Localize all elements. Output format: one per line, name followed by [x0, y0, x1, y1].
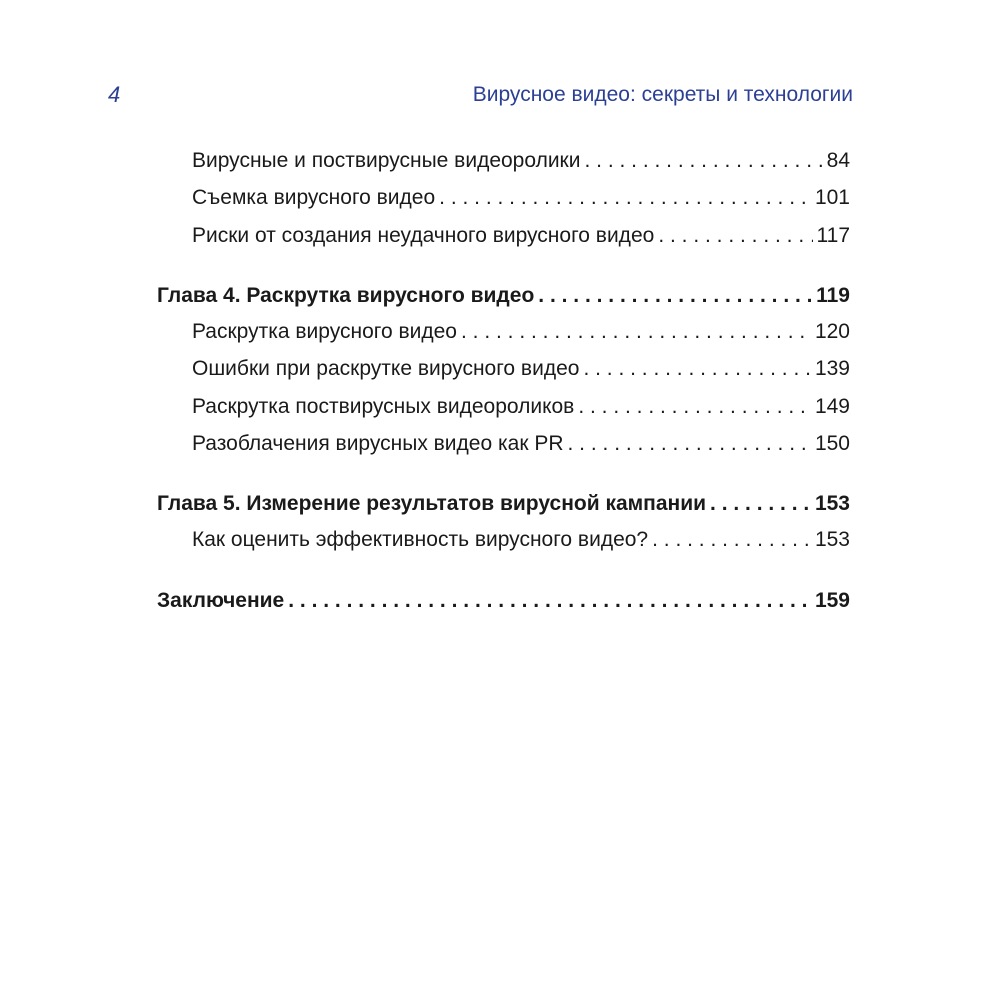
toc-entry-page: 149	[814, 395, 850, 418]
toc-entry[interactable]	[192, 144, 850, 178]
toc-entry-page: 120	[814, 320, 850, 343]
toc-entry[interactable]	[192, 523, 850, 557]
running-title: Вирусное видео: секреты и технологии	[472, 83, 853, 106]
toc-entry[interactable]	[192, 315, 850, 349]
toc-entry-title: Риски от создания неудачного вирусного видео	[192, 224, 655, 247]
toc-dot-leader	[658, 219, 812, 253]
toc-dot-leader	[583, 352, 811, 386]
toc-entry[interactable]	[192, 352, 850, 386]
toc-entry-page: 153	[814, 528, 850, 551]
toc-dot-leader	[568, 427, 811, 461]
toc-entry-title: Глава 5. Измерение результатов вирусной кампании	[157, 492, 707, 515]
toc-entry-title: Глава 4. Раскрутка вирусного видео	[157, 284, 535, 307]
toc-dot-leader	[439, 181, 811, 215]
toc-entry-title: Раскрутка вирусного видео	[192, 320, 457, 343]
page-number: 4	[108, 82, 121, 107]
toc-entry-title: Ошибки при раскрутке вирусного видео	[192, 357, 580, 380]
toc-dot-leader	[288, 584, 811, 618]
toc-chapter-entry[interactable]	[157, 487, 850, 521]
toc-chapter-entry[interactable]	[157, 279, 850, 313]
toc-entry-page: 119	[816, 284, 850, 307]
toc-dot-leader	[461, 315, 811, 349]
toc-entry-page: 139	[814, 357, 850, 380]
toc-dot-leader	[710, 487, 811, 521]
toc-entry[interactable]	[192, 181, 850, 215]
toc-entry[interactable]	[192, 390, 850, 424]
toc-entry[interactable]	[192, 219, 850, 253]
toc-entry-page: 159	[814, 589, 850, 612]
toc-entry-page: 101	[814, 186, 850, 209]
toc-entry-title: Съемка вирусного видео	[192, 186, 436, 209]
toc-entry-title: Заключение	[157, 589, 285, 612]
toc-entry-title: Раскрутка поствирусных видеороликов	[192, 395, 575, 418]
toc-dot-leader	[578, 390, 811, 424]
toc-dot-leader	[538, 279, 812, 313]
toc-entry-page: 117	[816, 224, 850, 247]
toc-dot-leader	[584, 144, 822, 178]
toc-entry-title: Как оценить эффективность вирусного видео?	[192, 528, 649, 551]
toc-entry-page: 150	[814, 432, 850, 455]
toc-entry-page: 84	[826, 149, 850, 172]
toc-entry[interactable]	[192, 427, 850, 461]
toc-entry-title: Вирусные и поствирусные видеоролики	[192, 149, 581, 172]
toc-entry-title: Разоблачения вирусных видео как PR	[192, 432, 564, 455]
toc-entry-page: 153	[814, 492, 850, 515]
toc-dot-leader	[652, 523, 811, 557]
toc-chapter-entry[interactable]	[157, 584, 850, 618]
